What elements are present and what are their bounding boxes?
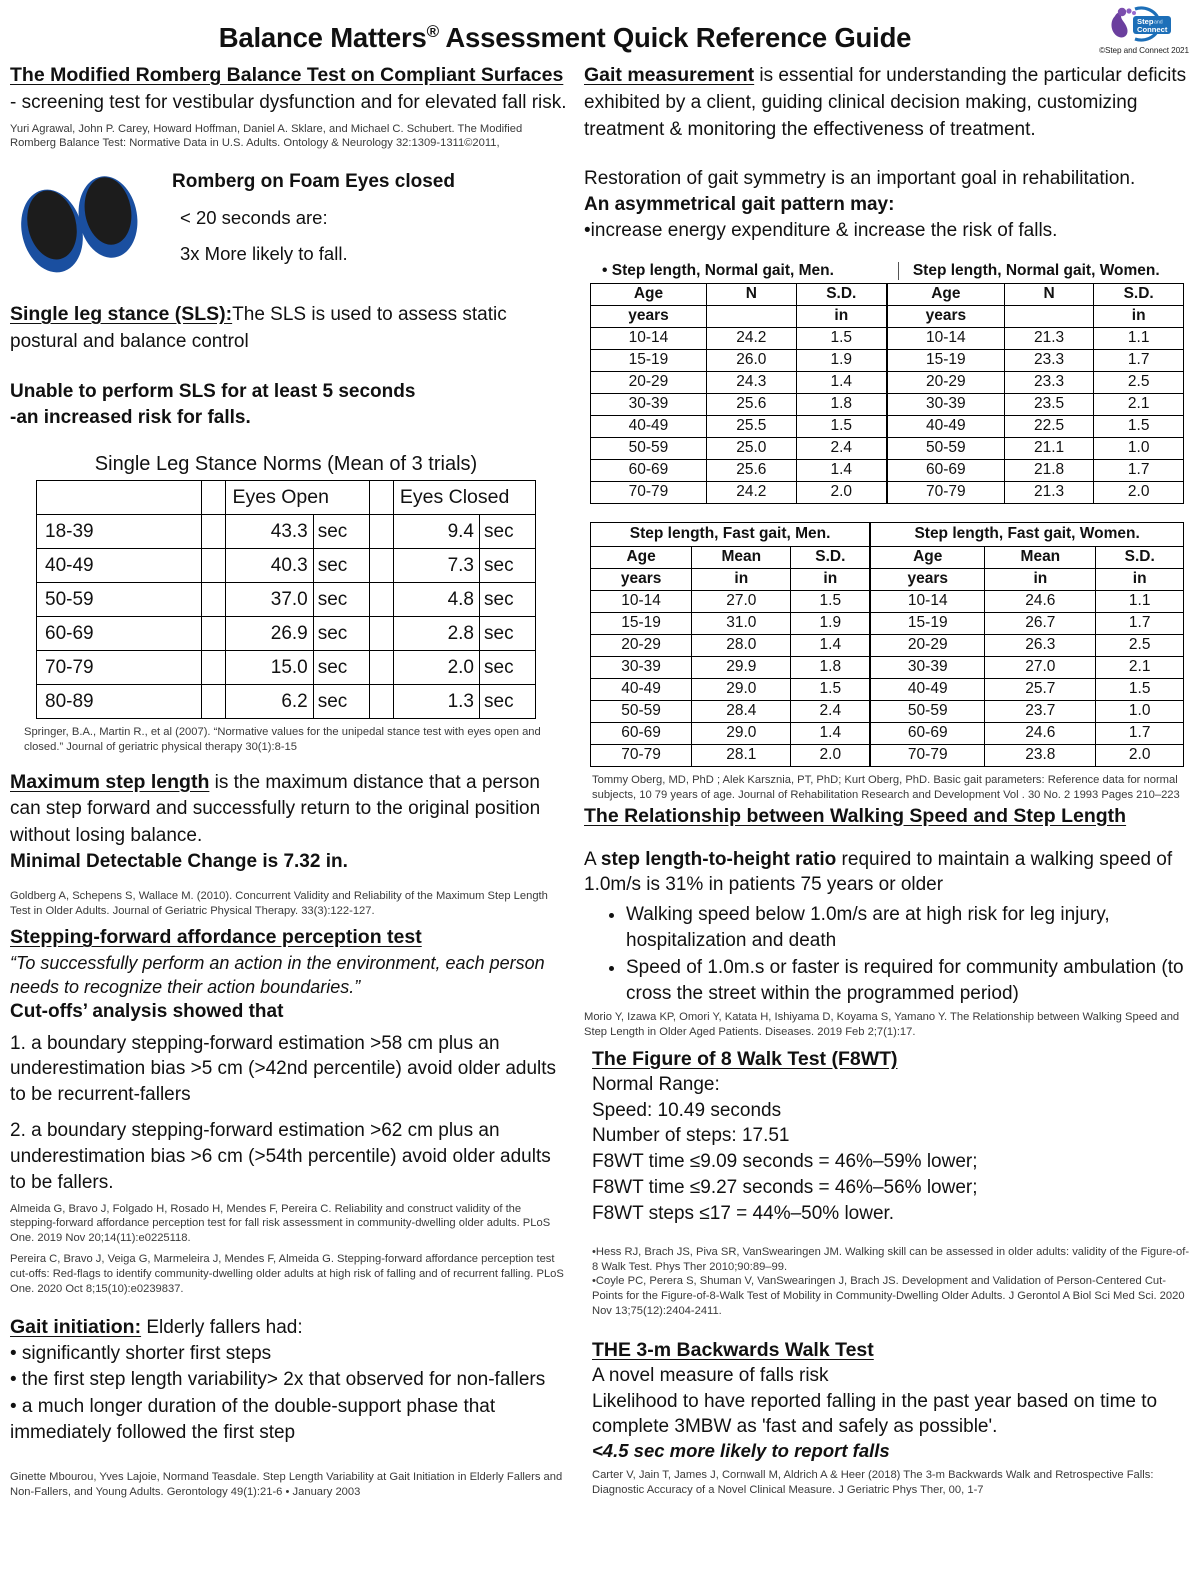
normal-gait-caption-women: Step length, Normal gait, Women. (898, 262, 1184, 280)
gait-data-cell: 10-14 (591, 327, 707, 349)
page-title-main: Balance Matters (218, 22, 427, 54)
gait-data-cell: 1.4 (796, 371, 887, 393)
sls-spacer-cell (202, 583, 226, 617)
gait-header-cell: Mean (985, 546, 1096, 568)
gait-data-cell: 31.0 (692, 612, 791, 634)
sls-eyes-closed-unit: sec (480, 617, 536, 651)
sls-heading-rest: The SLS is used to assess static postural and balance control (10, 304, 507, 353)
sls-eyes-closed-unit: sec (480, 549, 536, 583)
backwards-walk-heading-underlined: THE 3-m Backwards Walk Test (592, 1338, 874, 1361)
gait-unit-cell (706, 305, 796, 327)
gait-header-cell: S.D. (1094, 283, 1184, 305)
gait-data-cell: 30-39 (870, 656, 985, 678)
gait-initiation-bullet-2: • the first step length variability> 2x that observed for non-fallers (10, 1369, 546, 1391)
gait-data-cell: 1.5 (796, 327, 887, 349)
table-row (37, 617, 536, 651)
gait-data-cell: 24.6 (985, 722, 1096, 744)
gait-data-cell: 26.7 (985, 612, 1096, 634)
gait-data-cell: 1.4 (796, 459, 887, 481)
gait-unit-cell: in (692, 568, 791, 590)
gait-data-cell: 40-49 (591, 415, 707, 437)
gait-data-cell: 28.4 (692, 700, 791, 722)
gait-caption-women: Step length, Fast gait, Women. (870, 522, 1183, 546)
max-step-length-heading (10, 769, 570, 849)
sls-header-eyes-open: Eyes Open (226, 481, 369, 515)
gait-header-cell: Age (887, 283, 1004, 305)
gait-unit-cell (1004, 305, 1094, 327)
romberg-image-block (10, 165, 570, 283)
gait-data-cell: 23.8 (985, 744, 1096, 766)
gait-initiation-bullet-1: • significantly shorter first steps (10, 1343, 272, 1365)
gait-unit-cell: years (591, 305, 707, 327)
brand-logo (1096, 4, 1192, 55)
f8wt-line-6: F8WT steps ≤17 = 44%–50% lower. (592, 1202, 895, 1224)
gait-data-cell: 50-59 (591, 700, 692, 722)
sls-eyes-open-unit: sec (313, 617, 369, 651)
gait-header-cell: N (1004, 283, 1094, 305)
gait-data-cell: 1.1 (1096, 590, 1184, 612)
gait-data-cell: 10-14 (591, 590, 692, 612)
gait-data-cell: 60-69 (870, 722, 985, 744)
gait-data-cell: 2.4 (796, 437, 887, 459)
gait-data-cell: 50-59 (591, 437, 707, 459)
table-row (591, 612, 1184, 634)
table-row (591, 437, 1184, 459)
walking-speed-intro-c: required to maintain a walking speed of 1.0m/s is 31% in patients 75 years or older (584, 848, 1173, 896)
table-row (591, 349, 1184, 371)
table-row (591, 678, 1184, 700)
gait-data-cell: 15-19 (887, 349, 1004, 371)
svg-text:Step: Step (1137, 17, 1154, 26)
step-and-connect-logo-icon (1107, 4, 1181, 44)
affordance-quote: “To successfully perform an action in the environment, each person needs to recognize their action boundaries.” (10, 952, 545, 997)
gait-data-cell: 1.8 (791, 656, 870, 678)
gait-data-cell: 10-14 (870, 590, 985, 612)
gait-data-cell: 2.5 (1094, 371, 1184, 393)
table-row (591, 327, 1184, 349)
gait-data-cell: 15-19 (591, 612, 692, 634)
gait-data-cell: 2.0 (796, 481, 887, 503)
gait-unit-cell: in (791, 568, 870, 590)
gait-data-cell: 27.0 (692, 590, 791, 612)
svg-text:and: and (1154, 19, 1163, 26)
f8wt-heading-underlined: The Figure of 8 Walk Test (F8WT) (592, 1047, 898, 1070)
page-title-rest: Assessment Quick Reference Guide (438, 22, 912, 54)
sls-citation: Springer, B.A., Martin R., et al (2007). “Normative values for the unipedal stance test with eyes open and closed.” Journal of geriatric physical therapy 30(1):8-15 (24, 726, 541, 753)
sls-eyes-closed-unit: sec (480, 583, 536, 617)
sls-norms-table (36, 449, 536, 720)
romberg-text-block (150, 165, 455, 279)
gait-header-cell: N (706, 283, 796, 305)
gait-data-cell: 25.5 (706, 415, 796, 437)
sls-eyes-closed-unit: sec (480, 515, 536, 549)
sls-eyes-open-unit: sec (313, 583, 369, 617)
table-row (591, 700, 1184, 722)
gait-data-cell: 25.7 (985, 678, 1096, 700)
sls-heading-underlined: Single leg stance (SLS): (10, 303, 233, 326)
gait-data-cell: 23.7 (985, 700, 1096, 722)
gait-data-cell: 1.9 (791, 612, 870, 634)
table-row (591, 634, 1184, 656)
sls-age-cell: 80-89 (37, 685, 202, 719)
romberg-section-heading (10, 62, 570, 116)
gait-data-cell: 20-29 (887, 371, 1004, 393)
sls-header-blank (37, 481, 202, 515)
gait-initiation-heading-rest: Elderly fallers had: (141, 1317, 303, 1339)
gait-data-cell: 1.1 (1094, 327, 1184, 349)
gait-data-cell: 29.9 (692, 656, 791, 678)
fast-gait-citation: Tommy Oberg, MD, PhD ; Alek Karsznia, PT, PhD; Kurt Oberg, PhD. Basic gait parameters: Reference data for normal subjects, 10 79 years of age. Journal of Rehabilitation Research and Development Vol . 30 No. 2 1993 Pages 210–223 (592, 773, 1180, 801)
gait-data-cell: 2.1 (1096, 656, 1184, 678)
gait-measurement-heading (584, 62, 1190, 142)
sls-age-cell: 70-79 (37, 651, 202, 685)
affordance-citation-1: Almeida G, Bravo J, Folgado H, Rosado H, Mendes F, Pereira C. Reliability and construct validity of the stepping-forward affordance perception test for fall risk assessment in community-dwelling older adults. PLoS One. 2019 Nov 20;14(11):e0225118. (10, 1202, 551, 1245)
table-caption-row (37, 449, 536, 481)
gait-data-cell: 1.9 (796, 349, 887, 371)
gait-data-cell: 1.5 (791, 590, 870, 612)
sls-spacer-cell (369, 515, 393, 549)
gait-data-cell: 23.5 (1004, 393, 1094, 415)
gait-data-cell: 60-69 (591, 459, 707, 481)
gait-data-cell: 2.0 (1096, 744, 1184, 766)
sls-eyes-open-value: 15.0 (226, 651, 313, 685)
walking-speed-citation: Morio Y, Izawa KP, Omori Y, Katata H, Ishiyama D, Koyama S, Yamano Y. The Relationship between Walking Speed and Step Length in Older Aged Patients. Diseases. 2019 Feb 2;7(1):17. (584, 1011, 1180, 1038)
affordance-item-1: 1. a boundary stepping-forward estimation >58 cm plus an underestimation bias >5 cm (>42nd percentile) avoid older adults to be recurrent-fallers (10, 1032, 557, 1106)
f8wt-lines (584, 1072, 1190, 1227)
f8wt-line-5: F8WT time ≤9.27 seconds = 46%–56% lower; (592, 1177, 978, 1199)
backwards-walk-emphasis: <4.5 sec more likely to report falls (592, 1440, 890, 1462)
table-units-row (591, 568, 1184, 590)
walking-speed-intro (584, 847, 1190, 899)
walking-speed-intro-a: A (584, 848, 601, 870)
gait-data-cell: 26.0 (706, 349, 796, 371)
gait-data-cell: 20-29 (870, 634, 985, 656)
sls-header-eyes-closed: Eyes Closed (393, 481, 535, 515)
table-units-row (591, 305, 1184, 327)
gait-data-cell: 24.2 (706, 481, 796, 503)
gait-data-cell: 1.7 (1096, 612, 1184, 634)
table-row (591, 590, 1184, 612)
normal-gait-table (590, 283, 1184, 504)
sls-eyes-closed-value: 1.3 (393, 685, 479, 719)
sls-eyes-closed-unit: sec (480, 685, 536, 719)
sls-eyes-closed-unit: sec (480, 651, 536, 685)
logo-svg (1107, 4, 1181, 44)
asymmetrical-gait-bullet: •increase energy expenditure & increase the risk of falls. (584, 220, 1058, 242)
gait-data-cell: 28.0 (692, 634, 791, 656)
gait-unit-cell: in (1094, 305, 1184, 327)
gait-data-cell: 25.6 (706, 459, 796, 481)
romberg-threshold: < 20 seconds are: (180, 207, 328, 229)
gait-data-cell: 1.5 (1096, 678, 1184, 700)
list-item: • Speed of 1.0m.s or faster is required for community ambulation (to cross the street within the programmed period) (626, 955, 1190, 1006)
page-title (0, 0, 1200, 54)
gait-unit-cell: years (887, 305, 1004, 327)
backwards-walk-line-2: Likelihood to have reported falling in the past year based on time to complete 3MBW as 'fast and safely as possible'. (592, 1390, 1158, 1438)
romberg-foam-title: Romberg on Foam Eyes closed (172, 171, 455, 193)
table-row (591, 393, 1184, 415)
gait-data-cell: 1.4 (791, 634, 870, 656)
gait-data-cell: 20-29 (591, 371, 707, 393)
gait-initiation-heading (10, 1314, 570, 1341)
table-row (37, 651, 536, 685)
sls-table-wrapper (36, 449, 536, 720)
gait-data-cell: 2.0 (1094, 481, 1184, 503)
gait-initiation-citation: Ginette Mbourou, Yves Lajoie, Normand Teasdale. Step Length Variability at Gait Initiation in Elderly Fallers and Non-Fallers, and Young Adults. Gerontology 49(1):21-6 • January 2003 (10, 1471, 563, 1498)
gait-data-cell: 1.5 (1094, 415, 1184, 437)
sls-age-cell: 50-59 (37, 583, 202, 617)
gait-data-cell: 70-79 (870, 744, 985, 766)
gait-data-cell: 21.8 (1004, 459, 1094, 481)
table-caption-row (591, 522, 1184, 546)
sls-eyes-open-value: 6.2 (226, 685, 313, 719)
sls-eyes-open-unit: sec (313, 549, 369, 583)
gait-data-cell: 2.1 (1094, 393, 1184, 415)
gait-data-cell: 1.7 (1094, 349, 1184, 371)
gait-data-cell: 30-39 (887, 393, 1004, 415)
gait-data-cell: 10-14 (887, 327, 1004, 349)
sls-eyes-closed-value: 7.3 (393, 549, 479, 583)
max-step-mdc: Minimal Detectable Change is 7.32 in. (10, 851, 348, 873)
gait-data-cell: 50-59 (870, 700, 985, 722)
svg-text:Connect: Connect (1137, 25, 1168, 34)
gait-data-cell: 2.5 (1096, 634, 1184, 656)
gait-unit-cell: in (1096, 568, 1184, 590)
gait-data-cell: 50-59 (887, 437, 1004, 459)
gait-initiation-bullet-3: • a much longer duration of the double-support phase that immediately followed the first step (10, 1395, 496, 1443)
max-step-citation: Goldberg A, Schepens S, Wallace M. (2010). Concurrent Validity and Reliability of the Maximum Step Length Test in Older Adults. Journal of Geriatric Physical Therapy. 33(3):122-127. (10, 889, 548, 917)
table-row (37, 583, 536, 617)
gait-header-cell: S.D. (796, 283, 887, 305)
sls-spacer-cell (369, 617, 393, 651)
sls-eyes-open-value: 40.3 (226, 549, 313, 583)
sls-eyes-closed-value: 2.8 (393, 617, 479, 651)
gait-data-cell: 27.0 (985, 656, 1096, 678)
sls-eyes-open-value: 26.9 (226, 617, 313, 651)
walking-speed-heading (584, 803, 1190, 829)
gait-data-cell: 70-79 (591, 744, 692, 766)
sls-spacer-cell (369, 583, 393, 617)
gait-header-cell: S.D. (1096, 546, 1184, 568)
gait-data-cell: 28.1 (692, 744, 791, 766)
sls-spacer-cell (202, 685, 226, 719)
gait-data-cell: 70-79 (591, 481, 707, 503)
gait-data-cell: 15-19 (870, 612, 985, 634)
romberg-heading-rest: - screening test for vestibular dysfunction and for elevated fall risk. (10, 91, 567, 113)
table-header-row (591, 546, 1184, 568)
table-row (591, 744, 1184, 766)
fast-gait-table-block (584, 522, 1190, 767)
gait-data-cell: 1.8 (796, 393, 887, 415)
f8wt-citation-1: •Hess RJ, Brach JS, Piva SR, VanSwearingen JM. Walking skill can be assessed in older adults: validity of the Figure-of-8 Walk Test. Phys Ther 2010;90:89–99. (592, 1245, 1190, 1273)
affordance-item-2: 2. a boundary stepping-forward estimation >62 cm plus an underestimation bias >6 cm (>54th percentile) avoid older adults to be fallers. (10, 1120, 551, 1193)
max-step-heading-rest: is the maximum distance that a person can step forward and successfully return to the original position without losing balance. (10, 771, 541, 847)
gait-data-cell: 1.5 (791, 678, 870, 700)
sls-table-body (37, 515, 536, 719)
walking-speed-ratio-term: step length-to-height ratio (600, 848, 837, 870)
sls-spacer-cell (202, 549, 226, 583)
left-column (10, 62, 570, 1500)
gait-data-cell: 60-69 (887, 459, 1004, 481)
gait-data-cell: 25.0 (706, 437, 796, 459)
registered-mark: ® (426, 22, 439, 41)
foam-pads-image (10, 165, 150, 283)
gait-data-cell: 23.3 (1004, 349, 1094, 371)
gait-data-cell: 60-69 (591, 722, 692, 744)
sls-header-gap-1 (202, 481, 226, 515)
gait-measurement-heading-underlined: Gait measurement (584, 64, 755, 86)
gait-data-cell: 70-79 (887, 481, 1004, 503)
gait-data-cell: 21.3 (1004, 481, 1094, 503)
table-row (37, 549, 536, 583)
gait-data-cell: 24.6 (985, 590, 1096, 612)
sls-spacer-cell (369, 549, 393, 583)
gait-header-cell: Mean (692, 546, 791, 568)
gait-unit-cell: years (591, 568, 692, 590)
f8wt-line-3: Number of steps: 17.51 (592, 1125, 790, 1147)
sls-age-cell: 60-69 (37, 617, 202, 651)
gait-data-cell: 1.7 (1096, 722, 1184, 744)
normal-gait-caption-men: • Step length, Normal gait, Men. (602, 261, 834, 279)
sls-eyes-open-value: 43.3 (226, 515, 313, 549)
normal-gait-captions (590, 262, 1184, 280)
walking-speed-heading-underlined: The Relationship between Walking Speed and Step Length (584, 804, 1127, 827)
gait-data-cell: 15-19 (591, 349, 707, 371)
gait-data-cell: 20-29 (591, 634, 692, 656)
right-column (584, 62, 1190, 1500)
backwards-walk-heading (584, 1337, 1190, 1363)
gait-data-cell: 30-39 (591, 656, 692, 678)
gait-data-cell: 40-49 (870, 678, 985, 700)
sls-header-gap-2 (369, 481, 393, 515)
gait-data-cell: 1.0 (1096, 700, 1184, 722)
table-row (37, 515, 536, 549)
gait-initiation-heading-underlined: Gait initiation: (10, 1316, 142, 1339)
sls-age-cell: 18-39 (37, 515, 202, 549)
sls-eyes-closed-value: 2.0 (393, 651, 479, 685)
affordance-citation-2: Pereira C, Bravo J, Veiga G, Marmeleira J, Mendes F, Almeida G. Stepping-forward affordance perception test cut-offs: Red-flags to identify community-dwelling older adults at high risk of falling and of recurrent falling. PLoS One. 2020 Oct 8;15(10):e0239837. (10, 1252, 564, 1295)
gait-data-cell: 24.3 (706, 371, 796, 393)
gait-data-cell: 1.4 (791, 722, 870, 744)
sls-spacer-cell (202, 515, 226, 549)
copyright-text: ©Step and Connect 2021 (1099, 46, 1189, 55)
gait-restoration-line: Restoration of gait symmetry is an important goal in rehabilitation. (584, 168, 1136, 190)
walking-speed-bullet-list (584, 902, 1190, 1006)
gait-data-cell: 23.3 (1004, 371, 1094, 393)
sls-spacer-cell (369, 685, 393, 719)
page-header (0, 0, 1200, 62)
romberg-heading-underlined: The Modified Romberg Balance Test on Compliant Surfaces (10, 64, 564, 86)
gait-data-cell: 30-39 (591, 393, 707, 415)
sls-section-heading (10, 301, 570, 355)
sls-age-cell: 40-49 (37, 549, 202, 583)
gait-unit-cell: years (870, 568, 985, 590)
gait-data-cell: 1.7 (1094, 459, 1184, 481)
gait-data-cell: 2.0 (791, 744, 870, 766)
f8wt-line-2: Speed: 10.49 seconds (592, 1099, 782, 1121)
gait-header-cell: Age (591, 546, 692, 568)
romberg-risk: 3x More likely to fall. (180, 243, 348, 265)
fast-gait-table (590, 522, 1184, 767)
table-row (591, 371, 1184, 393)
f8wt-heading (584, 1046, 1190, 1072)
affordance-section-heading (10, 924, 570, 950)
gait-data-cell: 24.2 (706, 327, 796, 349)
foam-pads-svg (10, 165, 150, 283)
sls-warning-line-1: Unable to perform SLS for at least 5 seconds (10, 380, 416, 402)
table-row (37, 685, 536, 719)
gait-data-cell: 29.0 (692, 722, 791, 744)
sls-eyes-closed-value: 9.4 (393, 515, 479, 549)
f8wt-line-1: Normal Range: (592, 1073, 720, 1095)
backwards-walk-citation: Carter V, Jain T, James J, Cornwall M, Aldrich A & Heer (2018) The 3-m Backwards Walk and Retrospective Falls: Diagnostic Accuracy of a Novel Clinical Measure. J Geriatric Phys Ther, 00, 1-7 (592, 1469, 1154, 1497)
gait-unit-cell: in (796, 305, 887, 327)
gait-data-cell: 22.5 (1004, 415, 1094, 437)
gait-data-cell: 2.4 (791, 700, 870, 722)
gait-data-cell: 29.0 (692, 678, 791, 700)
normal-gait-table-block (584, 262, 1190, 504)
gait-data-cell: 26.3 (985, 634, 1096, 656)
sls-spacer-cell (202, 651, 226, 685)
sls-eyes-open-value: 37.0 (226, 583, 313, 617)
gait-data-cell: 1.0 (1094, 437, 1184, 459)
table-row (591, 415, 1184, 437)
gait-header-cell: Age (591, 283, 707, 305)
backwards-walk-line-1: A novel measure of falls risk (592, 1364, 829, 1386)
table-row (591, 656, 1184, 678)
f8wt-citation-2: •Coyle PC, Perera S, Shuman V, VanSwearingen J, Brach JS. Development and Validation of Person-Centered Cut-Points for the Figure-of-8-Walk Test of Mobility in Community-Dwelling Older Adults. J Gerontol A Biol Sci Med Sci. 2020 Nov 13;75(12):2404-2411. (592, 1275, 1185, 1317)
sls-eyes-closed-value: 4.8 (393, 583, 479, 617)
gait-data-cell: 1.5 (796, 415, 887, 437)
gait-data-cell: 40-49 (887, 415, 1004, 437)
gait-data-cell: 25.6 (706, 393, 796, 415)
sls-table-caption: Single Leg Stance Norms (Mean of 3 trials) (37, 449, 536, 481)
sls-eyes-open-unit: sec (313, 651, 369, 685)
affordance-heading-underlined: Stepping-forward affordance perception test (10, 926, 422, 949)
gait-unit-cell: in (985, 568, 1096, 590)
list-item: • Walking speed below 1.0m/s are at high risk for leg injury, hospitalization and death (626, 902, 1190, 953)
gait-caption-men: Step length, Fast gait, Men. (591, 522, 871, 546)
table-row (591, 722, 1184, 744)
gait-data-cell: 21.1 (1004, 437, 1094, 459)
f8wt-line-4: F8WT time ≤9.09 seconds = 46%–59% lower; (592, 1151, 978, 1173)
sls-eyes-open-unit: sec (313, 515, 369, 549)
gait-header-cell: S.D. (791, 546, 870, 568)
romberg-citation: Yuri Agrawal, John P. Carey, Howard Hoffman, Daniel A. Sklare, and Michael C. Schubert. The Modified Romberg Balance Test: Normative Data in U.S. Adults. Ontology & Neurology 32:1309-1311©2011, (10, 122, 523, 150)
sls-spacer-cell (202, 617, 226, 651)
table-row (591, 481, 1184, 503)
backwards-walk-body (584, 1363, 1190, 1498)
affordance-cutoffs-label: Cut-offs’ analysis showed that (10, 1000, 284, 1022)
gait-data-cell: 21.3 (1004, 327, 1094, 349)
gait-header-cell: Age (870, 546, 985, 568)
max-step-heading-underlined: Maximum step length (10, 770, 210, 793)
sls-eyes-open-unit: sec (313, 685, 369, 719)
sls-warning-line-2: -an increased risk for falls. (10, 406, 251, 428)
sls-spacer-cell (369, 651, 393, 685)
gait-measurement-heading-rest: is essential for understanding the particular deficits exhibited by a client, guiding clinical decision making, customizing treatment & monitoring the effectiveness of treatment. (584, 65, 1187, 140)
table-row (591, 459, 1184, 481)
table-header-row (37, 481, 536, 515)
table-header-row (591, 283, 1184, 305)
gait-data-cell: 40-49 (591, 678, 692, 700)
asymmetrical-gait-heading: An asymmetrical gait pattern may: (584, 194, 895, 216)
